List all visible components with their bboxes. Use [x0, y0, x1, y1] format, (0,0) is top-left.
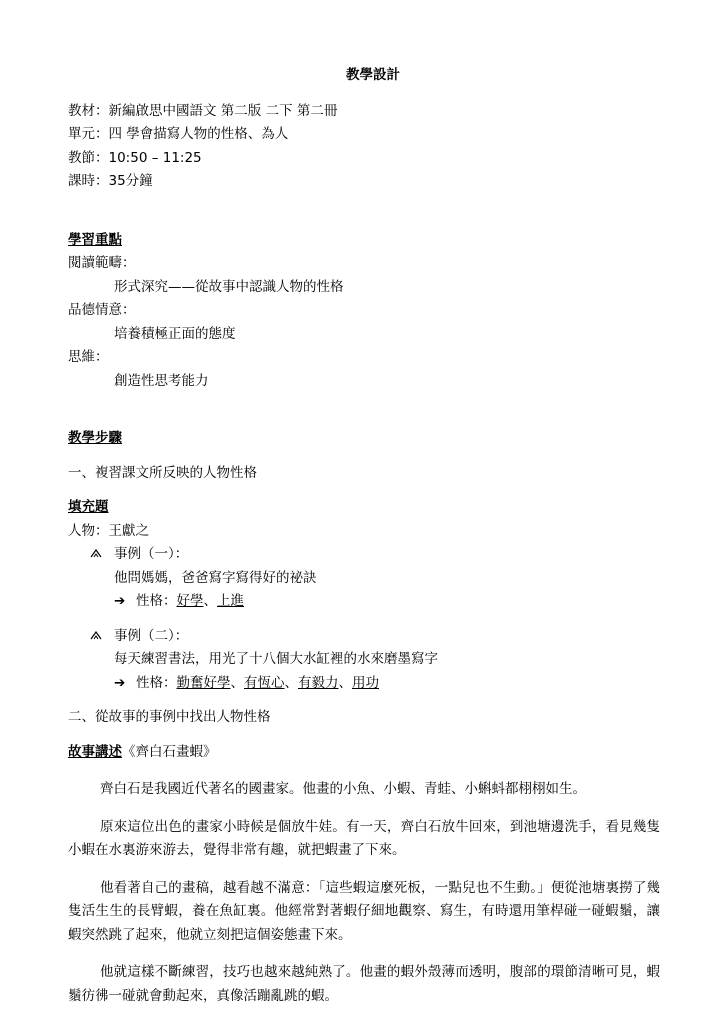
- duration-line: 課時：35分鐘: [68, 173, 153, 189]
- story-paragraph-2: 原來這位出色的畫家小時候是個放牛娃。有一天，齊白石放牛回來，到池塘邊洗手，看見幾隻小蝦在水裏游來游去，覺得非常有趣，就把蝦畫了下來。: [68, 818, 660, 858]
- trait-diligent: 勤奮好學: [176, 674, 231, 691]
- document-title: 教學設計: [346, 67, 400, 83]
- case-one-row: [68, 543, 668, 567]
- thinking-value: 創造性思考能力: [114, 372, 209, 389]
- teaching-steps-heading: 教學步驟: [68, 430, 122, 446]
- trait-determined: 有毅力: [298, 674, 339, 691]
- case-two-trait-label: 性格：: [136, 674, 177, 691]
- reading-label: 閱讀範疇：: [68, 255, 136, 271]
- learning-focus-heading: 學習重點: [68, 231, 122, 248]
- thinking-label: 思維：: [68, 349, 109, 365]
- unit-line: 單元：四 學會描寫人物的性格、為人: [68, 126, 289, 142]
- caret-bullet-icon: [90, 543, 114, 567]
- trait-separator: 、: [338, 674, 352, 691]
- story-title: 《齊白石畫蝦》: [122, 743, 217, 760]
- caret-bullet-icon: [90, 625, 114, 649]
- trait-studious: 好學: [176, 593, 204, 609]
- material-line: 教材：新編啟思中國語文 第二版 二下 第二冊: [68, 102, 338, 119]
- story-heading: [68, 741, 668, 765]
- right-arrow-icon: ➔: [114, 674, 126, 691]
- trait-separator: 、: [230, 674, 244, 691]
- case-one-trait-label: 性格：: [136, 593, 177, 609]
- case-two-title: 事例（二）：: [114, 627, 189, 644]
- period-line: 教節：10:50 – 11:25: [68, 149, 202, 166]
- moral-value: 培養積極正面的態度: [114, 325, 236, 342]
- document-page: [68, 64, 668, 1008]
- trait-separator: 、: [284, 674, 298, 691]
- reading-value: 形式深究——從故事中認識人物的性格: [114, 278, 344, 295]
- step-one: 一、複習課文所反映的人物性格: [68, 464, 257, 481]
- story-paragraph-1: 齊白石是我國近代著名的國畫家。他畫的小魚、小蝦、青蛙、小蝌蚪都栩栩如生。: [100, 781, 586, 797]
- right-arrow-icon: ➔: [114, 593, 126, 609]
- story-paragraph-3: 他看著自己的畫稿，越看越不滿意：「這些蝦這麼死板，一點兒也不生動。」便從池塘裏撈了幾隻活生生的長臂蝦，養在魚缸裏。他經常對著蝦仔細地觀察、寫生，有時還用筆桿碰一碰蝦鬚，讓蝦突然跳了起來，他就立刻把這個姿態畫下來。: [68, 879, 660, 943]
- trait-hardworking: 用功: [352, 674, 379, 691]
- fill-in-heading: 填充題: [68, 499, 109, 515]
- person-line: 人物：王獻之: [68, 522, 149, 539]
- case-one-title: 事例（一）：: [114, 546, 189, 562]
- step-two: 二、從故事的事例中找出人物性格: [68, 709, 271, 725]
- trait-separator: 、: [203, 593, 217, 609]
- story-label: 故事講述: [68, 743, 122, 760]
- case-two-trait: [68, 672, 668, 696]
- case-two-text: 每天練習書法，用光了十八個大水缸裡的水來磨墨寫字: [114, 651, 438, 667]
- trait-persevering: 有恆心: [244, 674, 285, 691]
- trait-aspiring: 上進: [217, 593, 244, 609]
- case-one-text: 他問媽媽，爸爸寫字寫得好的祕訣: [114, 569, 317, 586]
- moral-label: 品德情意：: [68, 302, 136, 318]
- case-two-row: [68, 625, 668, 649]
- case-one-trait: [68, 590, 668, 614]
- story-paragraph-4: 他就這樣不斷練習，技巧也越來越純熟了。他畫的蝦外殼薄而透明，腹部的環節清晰可見，蝦鬚彷彿一碰就會動起來，真像活蹦亂跳的蝦。: [68, 964, 660, 1004]
